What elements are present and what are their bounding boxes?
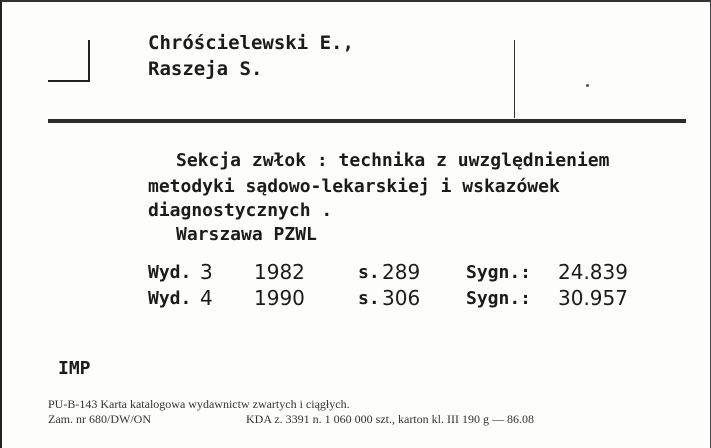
edition-number: 4: [200, 286, 213, 310]
footer-line-2-right: KDA z. 3391 n. 1 060 000 szt., karton kl. III 190 g — 86.08: [246, 412, 534, 426]
corner-mark-vertical: [88, 40, 90, 82]
header-divider-line: [514, 40, 515, 118]
sygn-value: 30.957: [558, 286, 628, 310]
sygn-value: 24.839: [558, 260, 628, 284]
edition-year: 1982: [254, 260, 305, 284]
footer-line-2-left: Zam. nr 680/DW/ON: [48, 412, 151, 426]
author-1: Chróścielewski E.,: [148, 32, 354, 54]
pages-label: s.: [358, 288, 380, 309]
imprint: Warszawa PZWL: [176, 224, 317, 245]
edition-label: Wyd.: [148, 262, 192, 283]
header-rule: [48, 119, 686, 123]
footer-line-1: PU-B-143 Karta katalogowa wydawnictw zwartych i ciągłych.: [48, 397, 350, 411]
edition-number: 3: [200, 260, 213, 284]
author-2: Raszeja S.: [148, 58, 263, 80]
pages-value: 306: [382, 286, 421, 310]
corner-mark-horizontal: [48, 80, 90, 82]
sygn-label: Sygn.:: [466, 262, 532, 283]
edition-label: Wyd.: [148, 288, 192, 309]
title-line-3: diagnostycznych .: [148, 200, 333, 221]
sygn-label: Sygn.:: [466, 288, 532, 309]
stamp-label: IMP: [58, 358, 91, 379]
title-line-1: Sekcja zwłok : technika z uwzględnieniem: [176, 150, 610, 171]
ink-dot: [586, 84, 589, 87]
title-line-2: metodyki sądowo-lekarskiej i wskazówek: [148, 176, 560, 197]
edition-year: 1990: [254, 286, 305, 310]
pages-label: s.: [358, 262, 380, 283]
pages-value: 289: [382, 260, 421, 284]
